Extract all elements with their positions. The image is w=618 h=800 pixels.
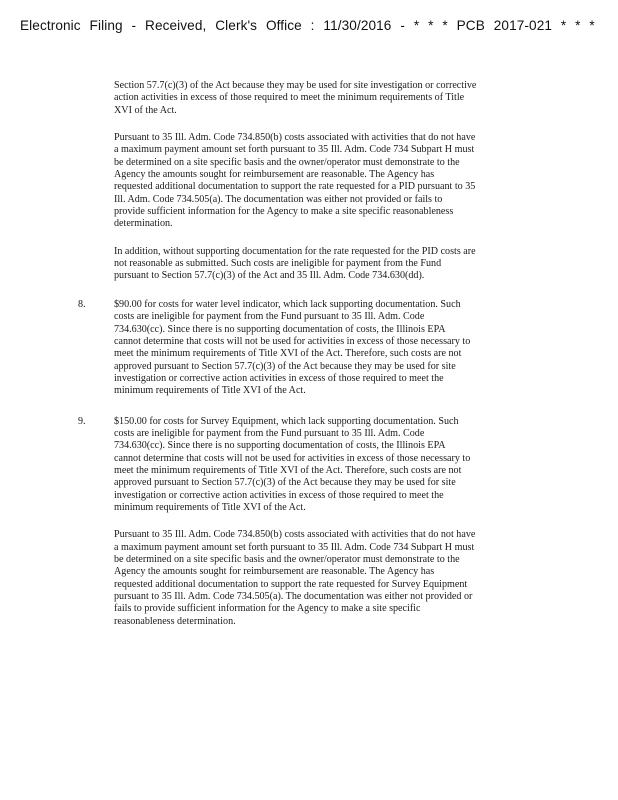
text-line: In addition, without supporting documentation for the rate requested for the PID costs are (114, 245, 476, 257)
text-line: investigation or corrective action activities in excess of those required to meet the (114, 489, 444, 501)
text-line: a maximum payment amount set forth pursuant to 35 Ill. Adm. Code 734 Subpart H must (114, 144, 475, 156)
text-line: provide sufficient information for the Agency to make a site specific reasonableness (114, 206, 454, 218)
item-number: 8. (78, 298, 86, 310)
text-line: a maximum payment amount set forth pursuant to 35 Ill. Adm. Code 734 Subpart H must (114, 541, 475, 553)
text-line: $150.00 for costs for Survey Equipment, which lack supporting documentation. Such (114, 415, 459, 427)
text-line: XVI of the Act. (114, 104, 177, 116)
paragraph-survey-rate (78, 529, 558, 628)
text-line: costs are ineligible for payment from the Fund pursuant to 35 Ill. Adm. Code (114, 311, 425, 323)
text-line: costs are ineligible for payment from the Fund pursuant to 35 Ill. Adm. Code (114, 427, 425, 439)
text-line: Agency the amounts sought for reimbursement are reasonable. The Agency has (114, 566, 435, 578)
text-line: minimum requirements of Title XVI of the Act. (114, 501, 306, 513)
text-line: requested additional documentation to support the rate requested for Survey Equipment (114, 578, 468, 590)
text-line: pursuant to Section 57.7(c)(3) of the Act and 35 Ill. Adm. Code 734.630(dd). (114, 270, 425, 282)
text-line: Pursuant to 35 Ill. Adm. Code 734.850(b) costs associated with activities that do not have (114, 529, 476, 541)
list-item-9 (78, 416, 558, 515)
paragraph-continued (78, 80, 558, 117)
list-item-8 (78, 299, 558, 398)
text-line: investigation or corrective action activities in excess of those required to meet the (114, 372, 444, 384)
paragraph-pid-addition (78, 246, 558, 283)
text-line: Pursuant to 35 Ill. Adm. Code 734.850(b) costs associated with activities that do not have (114, 132, 476, 144)
item-number: 9. (78, 415, 86, 427)
text-line: approved pursuant to Section 57.7(c)(3) of the Act because they may be used for site (114, 360, 456, 372)
text-line: action activities in excess of those required to meet the minimum requirements of Title (114, 92, 465, 104)
text-line: requested additional documentation to support the rate requested for a PID pursuant to 35 (114, 181, 476, 193)
text-line: Ill. Adm. Code 734.505(a). The documentation was either not provided or fails to (114, 193, 443, 205)
text-line: fails to provide sufficient information for the Agency to make a site specific (114, 603, 421, 615)
text-line: pursuant to 35 Ill. Adm. Code 734.505(a). The documentation was either not provided or (114, 591, 473, 603)
text-line: Agency the amounts sought for reimbursement are reasonable. The Agency has (114, 169, 435, 181)
filing-stamp: Electronic Filing - Received, Clerk's Office : 11/30/2016 - * * * PCB 2017-021 * * * (20, 18, 595, 33)
text-line: 734.630(cc). Since there is no supporting documentation of costs, the Illinois EPA (114, 323, 446, 335)
text-line: Section 57.7(c)(3) of the Act because they may be used for site investigation or corrective (114, 80, 477, 91)
text-line: approved pursuant to Section 57.7(c)(3) of the Act because they may be used for site (114, 477, 456, 489)
document-body (78, 80, 558, 628)
text-line: cannot determine that costs will not be used for activities in excess of those necessary to (114, 335, 471, 347)
text-line: 734.630(cc). Since there is no supporting documentation of costs, the Illinois EPA (114, 440, 446, 452)
text-line: $90.00 for costs for water level indicator, which lack supporting documentation. Such (114, 298, 461, 310)
text-line: minimum requirements of Title XVI of the Act. (114, 385, 306, 397)
text-line: cannot determine that costs will not be used for activities in excess of those necessary to (114, 452, 471, 464)
text-line: meet the minimum requirements of Title XVI of the Act. Therefore, such costs are not (114, 348, 462, 360)
text-line: determination. (114, 218, 173, 230)
text-line: reasonableness determination. (114, 615, 236, 627)
text-line: meet the minimum requirements of Title XVI of the Act. Therefore, such costs are not (114, 464, 462, 476)
text-line: be determined on a site specific basis and the owner/operator must demonstrate to the (114, 554, 460, 565)
text-line: be determined on a site specific basis and the owner/operator must demonstrate to the (114, 156, 460, 168)
text-line: not reasonable as submitted. Such costs are ineligible for payment from the Fund (114, 258, 442, 270)
paragraph-pid-rate (78, 132, 558, 231)
